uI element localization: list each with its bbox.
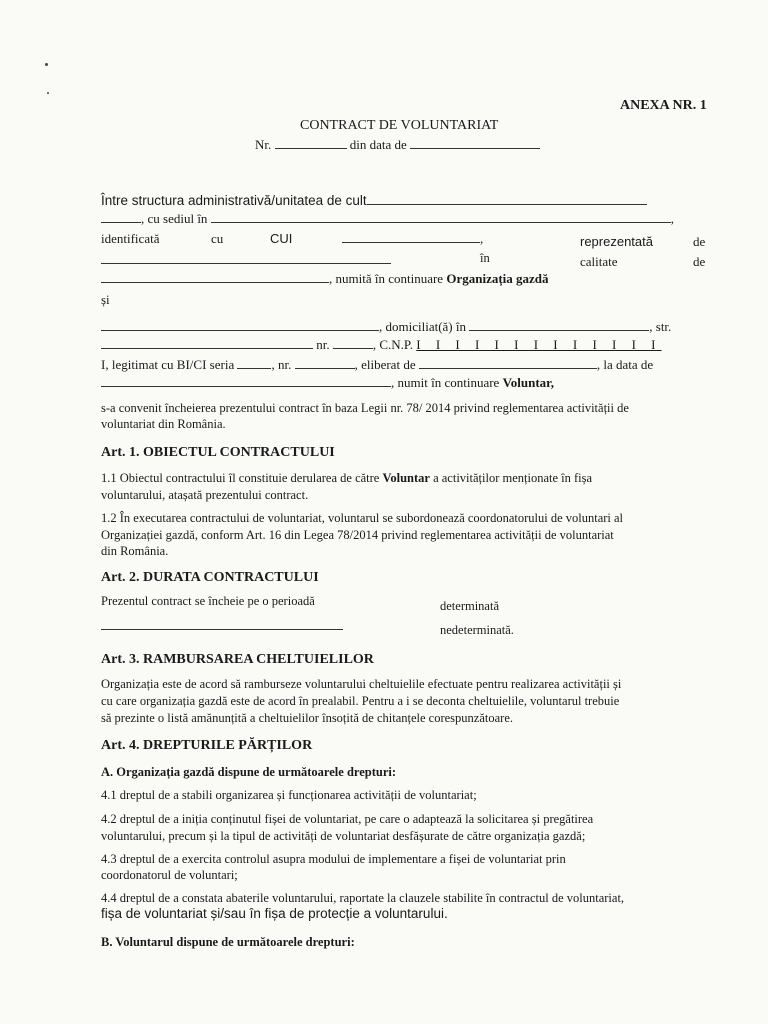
id-series-field — [237, 357, 271, 369]
duration-field — [101, 618, 343, 630]
intro-line-2: , cu sediul în , — [101, 211, 674, 227]
host-org-label: Organizația gazdă — [446, 271, 549, 286]
art2-text: Prezentul contract se încheie pe o perioadă — [101, 594, 315, 608]
number-field — [333, 337, 373, 349]
intro-line-3 — [101, 231, 159, 247]
intro-text: , numit în continuare — [391, 375, 500, 390]
art1-heading: Art. 1. OBIECTUL CONTRACTULUI — [101, 445, 335, 460]
cnp-label: , C.N.P. — [372, 337, 413, 352]
issue-date-field — [101, 375, 391, 387]
intro-text: nr. — [316, 337, 330, 352]
address-field — [211, 211, 671, 223]
annex-label: ANEXA NR. 1 — [620, 98, 707, 113]
intro-text: calitate — [580, 254, 618, 269]
duration-determined: determinată — [440, 599, 499, 613]
cui-field-line — [342, 231, 483, 247]
duration-undetermined: nedeterminată. — [440, 623, 514, 637]
duration-field-line — [101, 618, 343, 634]
art1-text: voluntarului, atașată prezentului contract. — [101, 488, 309, 502]
date-field — [410, 137, 540, 149]
id-number-field — [295, 357, 355, 369]
art1-text: Organizației gazdă, conform Art. 16 din Legea 78/2014 privind reglementarea activității de voluntariat — [101, 528, 614, 542]
art3-text: cu care organizația gazdă este de acord în prealabil. Pentru a i se deconta cheltuielile, voluntarul trebuie — [101, 694, 620, 708]
art3-heading: Art. 3. RAMBURSAREA CHELTUIELILOR — [101, 652, 374, 667]
intro-text: reprezentată — [580, 234, 653, 249]
intro-line-7 — [101, 319, 671, 335]
intro-text: I, legitimat cu BI/CI seria — [101, 357, 235, 372]
volunteer-name-field — [101, 319, 379, 331]
intro-text: , domiciliat(ă) în — [379, 319, 467, 334]
contract-title: CONTRACT DE VOLUNTARIAT — [300, 118, 499, 133]
intro-line-9 — [101, 357, 653, 373]
art4-text: 4.2 dreptul de a iniția conținutul fișei de voluntariat, pe care o adaptează la solicitarea și pregătirea — [101, 812, 594, 826]
art1-text: a activităților menționate în fișa — [433, 471, 593, 485]
art3-text: să prezinte o listă amănunțită a cheltuielilor însoțită de chitanțele corespunzătoare. — [101, 711, 513, 725]
blank-field — [101, 211, 141, 223]
domicile-field — [469, 319, 649, 331]
intro-line-1 — [101, 193, 647, 209]
art2-heading: Art. 2. DURATA CONTRACTULUI — [101, 570, 319, 585]
intro-text: cu — [211, 231, 224, 246]
scan-speck — [45, 63, 48, 66]
intro-text: identificată — [101, 231, 160, 246]
host-name-field — [367, 193, 647, 205]
intro-text: , cu sediul în — [141, 211, 208, 226]
scan-speck — [47, 92, 49, 94]
intro-text: , nr. — [271, 357, 292, 372]
cui-field — [342, 231, 480, 243]
art4-b-heading: B. Voluntarul dispune de următoarele drepturi: — [101, 935, 355, 949]
issued-by-field — [419, 357, 597, 369]
intro-text: de — [693, 254, 706, 269]
art4-text: fișa de voluntariat și/sau în fișa de protecție a voluntarului. — [101, 906, 448, 921]
intro-text: , str. — [649, 319, 672, 334]
date-label: din data de — [349, 137, 407, 152]
art4-text: 4.3 dreptul de a exercita controlul asupra modului de implementare a fișei de voluntariat prin — [101, 852, 566, 866]
intro-line-10 — [101, 375, 554, 391]
intro-text: de — [693, 234, 706, 249]
representative-field — [101, 252, 391, 264]
art1-volunteer: Voluntar — [382, 471, 430, 485]
art4-text: 4.4 dreptul de a constata abaterile voluntarului, raportate la clauzele stabilite în contractul de voluntariat, — [101, 891, 625, 905]
intro-text: în — [480, 251, 490, 265]
position-field — [101, 271, 329, 283]
legal-basis-text: voluntariat din România. — [101, 417, 226, 431]
nr-field — [275, 137, 347, 149]
art1-text: 1.1 Obiectul contractului îl constituie derularea de către — [101, 471, 380, 485]
punct: , — [480, 231, 484, 246]
art4-a-heading: A. Organizația gazdă dispune de următoarele drepturi: — [101, 765, 397, 779]
art1-text: 1.2 În executarea contractului de voluntariat, voluntarul se subordonează coordonatorului de voluntari al — [101, 511, 624, 525]
intro-text: , la data de — [596, 357, 654, 372]
intro-text: și — [101, 292, 110, 307]
intro-line-5 — [101, 271, 549, 287]
intro-line-8 — [101, 337, 662, 353]
art4-text: 4.1 dreptul de a stabili organizarea și funcționarea activității de voluntariat; — [101, 788, 477, 802]
intro-text: Între structura administrativă/unitatea de cult — [101, 193, 367, 208]
nr-label: Nr. — [255, 137, 272, 152]
cnp-boxes: I I I I I I I I I I I I I — [416, 337, 662, 352]
cui-label: CUI — [270, 231, 293, 246]
intro-text: , eliberat de — [354, 357, 416, 372]
art1-p1 — [101, 470, 592, 486]
intro-line-4 — [101, 252, 391, 268]
art3-text: Organizația este de acord să ramburseze voluntarului cheltuielile efectuate pentru realizarea activității și — [101, 677, 622, 691]
art4-text: voluntarului, precum și la tipul de activități de voluntariat desfășurate de către organizația gazdă; — [101, 829, 586, 843]
contract-number-line — [255, 137, 540, 153]
intro-text: , numită în continuare — [329, 271, 444, 286]
street-field — [101, 337, 313, 349]
art1-text: din România. — [101, 544, 169, 558]
legal-basis-text: s-a convenit încheierea prezentului contract în baza Legii nr. 78/ 2014 privind reglementarea activității de — [101, 401, 629, 415]
art4-text: coordonatorul de voluntari; — [101, 868, 238, 882]
volunteer-label: Voluntar, — [502, 375, 554, 390]
art4-heading: Art. 4. DREPTURILE PĂRȚILOR — [101, 738, 313, 753]
